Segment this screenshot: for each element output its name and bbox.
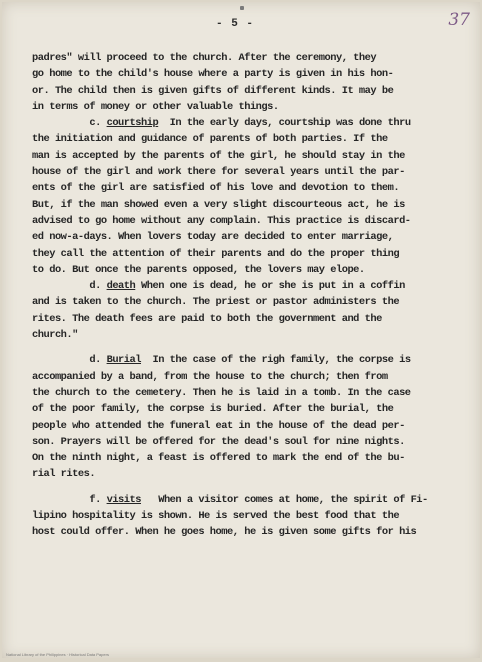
section-burial (32, 352, 472, 482)
text-line: accompanied by a band, from the house to the church; then from (32, 370, 388, 383)
section-letter: f. (89, 493, 107, 506)
section-first-line (32, 115, 472, 131)
text-line: But, if the man showed even a very slight discourteous act, he is (32, 198, 405, 211)
section-text: In the early days, courtship was done thru (158, 117, 411, 130)
section-text: When a visitor comes at home, the spirit of Fi- (141, 493, 428, 506)
section-visits (32, 492, 472, 541)
paragraph-gap (32, 483, 472, 492)
text-line: they call the attention of their parents and do the proper thing (32, 247, 400, 260)
text-line: house of the girl and work there for several years until the par- (32, 166, 405, 179)
section-text: In the case of the righ family, the corpse is (141, 354, 411, 367)
text-line: ents of the girl are satisfied of his love and devotion to them. (32, 182, 400, 195)
paragraph-padres (32, 50, 472, 115)
staple-mark (240, 6, 244, 10)
section-courtship (32, 115, 472, 278)
section-death (32, 278, 472, 343)
paragraph-gap (32, 343, 472, 352)
text-line: church." (32, 329, 78, 342)
text-line: host could offer. When he goes home, he is given some gifts for his (32, 526, 417, 539)
section-heading: courtship (106, 117, 159, 130)
section-letter: c. (89, 117, 107, 130)
text-line: go home to the child's house where a party is given in his hon- (32, 68, 394, 81)
folio-number: 37 (448, 10, 470, 30)
text-line: of the poor family, the corpse is buried. After the burial, the (32, 403, 394, 416)
text-line: son. Prayers will be offered for the dead's soul for nine nights. (32, 435, 405, 448)
text-line: to do. But once the parents opposed, the lovers may elope. (32, 263, 365, 276)
section-heading: visits (106, 493, 141, 506)
text-line: and is taken to the church. The priest or pastor administers the (32, 296, 400, 309)
text-line: ed now-a-days. When lovers today are decided to enter marriage, (32, 231, 394, 244)
section-letter: d. (89, 280, 107, 293)
archive-footer: National Library of the Philippines · Historical Data Papers (6, 652, 109, 657)
text-line: man is accepted by the parents of the girl, he should stay in the (32, 149, 405, 162)
text-line: advised to go home without any complain. This practice is discard- (32, 214, 411, 227)
section-letter: d. (89, 354, 107, 367)
page-number: - 5 - (216, 18, 255, 30)
text-line: On the ninth night, a feast is offered to mark the end of the bu- (32, 452, 405, 465)
section-heading: death (106, 280, 136, 293)
section-text: When one is dead, he or she is put in a coffin (135, 280, 405, 293)
text-line: lipino hospitality is shown. He is served the best food that the (32, 510, 400, 523)
text-line: in terms of money or other valuable things. (32, 100, 279, 113)
section-heading: Burial (106, 354, 141, 367)
text-line: the church to the cemetery. Then he is laid in a tomb. In the case (32, 386, 411, 399)
section-first-line (32, 278, 472, 294)
text-line: people who attended the funeral eat in the house of the dead per- (32, 419, 405, 432)
text-line: rites. The death fees are paid to both the government and the (32, 312, 382, 325)
document-body (32, 50, 472, 541)
text-line: padres" will proceed to the church. After the ceremony, they (32, 52, 377, 64)
text-line: the initiation and guidance of parents of both parties. If the (32, 133, 388, 146)
text-line: rial rites. (32, 468, 96, 481)
section-first-line (32, 492, 472, 508)
section-first-line (32, 352, 472, 368)
text-line: or. The child then is given gifts of different kinds. It may be (32, 84, 394, 97)
document-page (2, 2, 480, 658)
